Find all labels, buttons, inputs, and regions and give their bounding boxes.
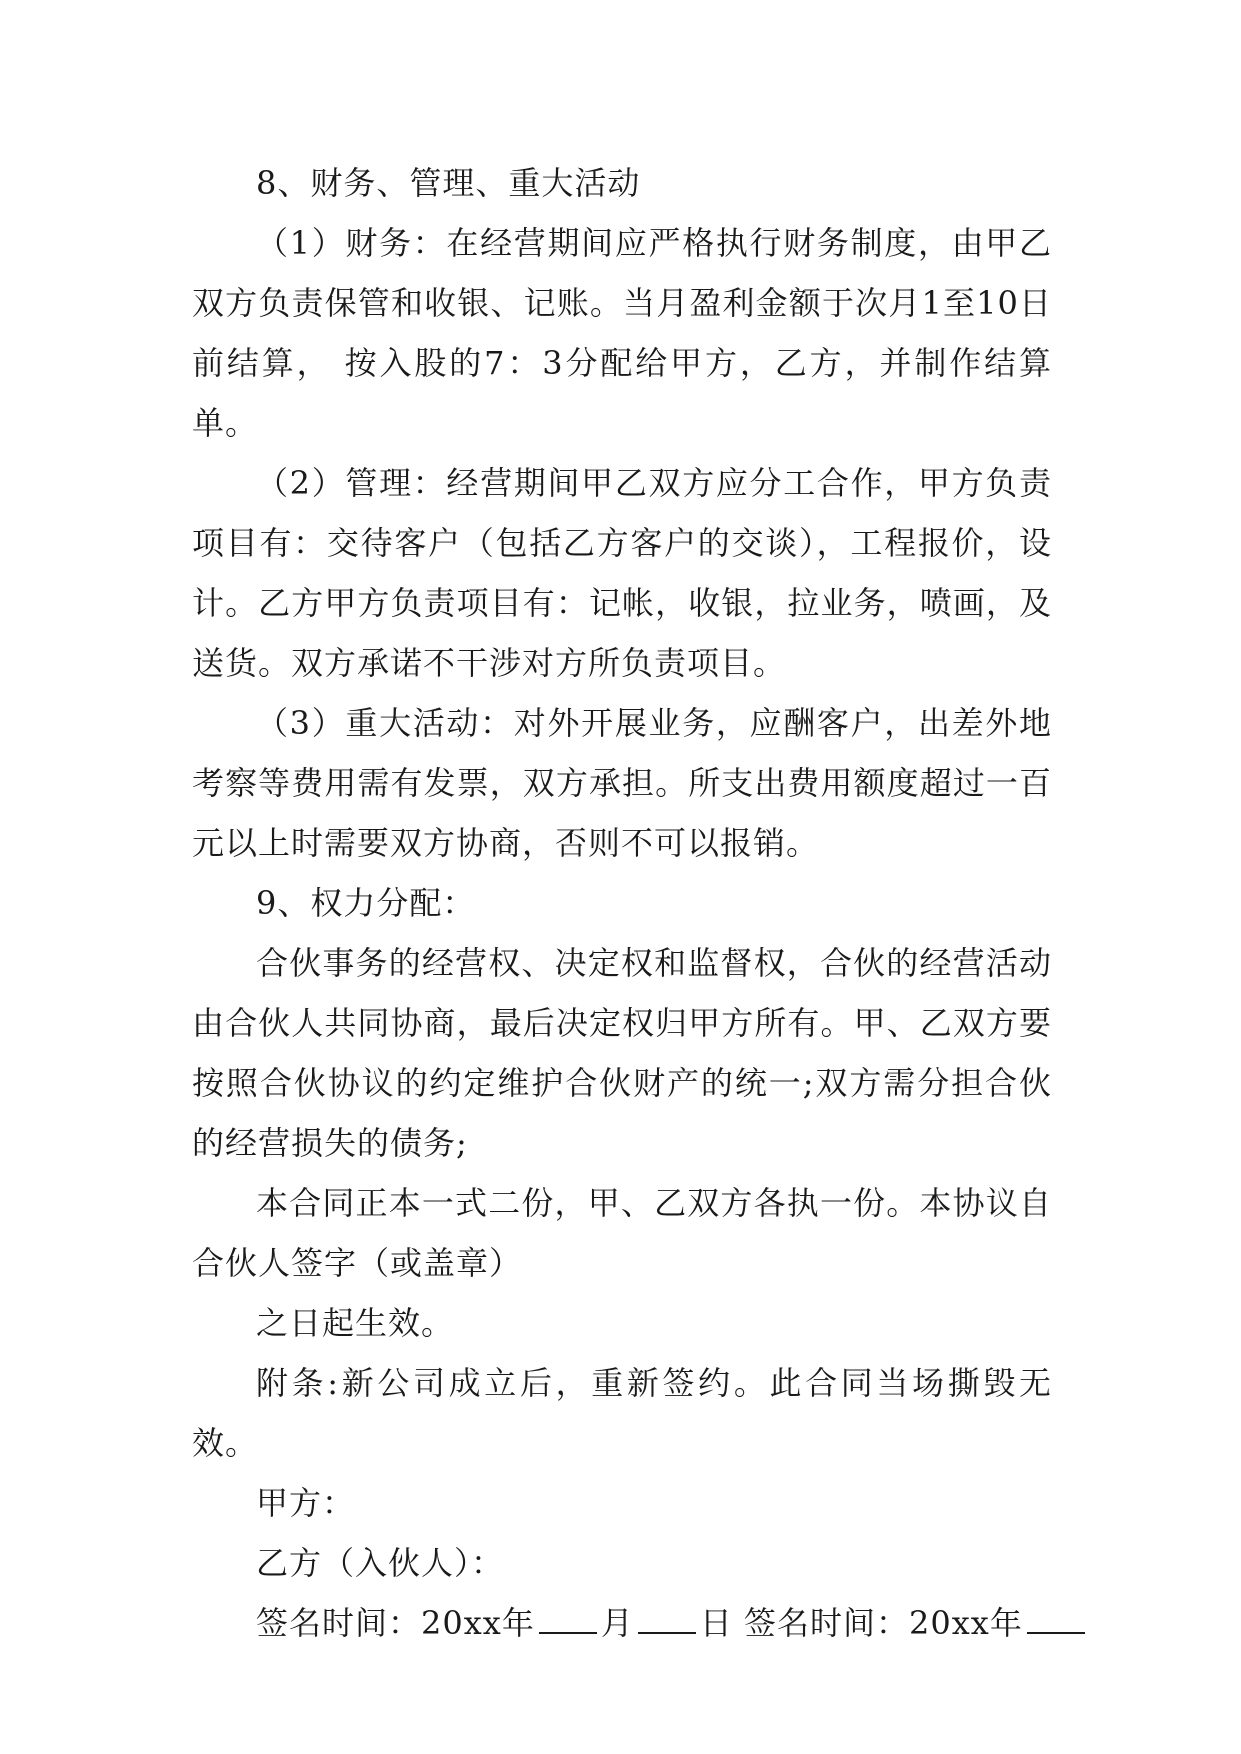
blank-month-field (539, 1602, 597, 1634)
signature-date-label-2: 签名时间：20xx年 (744, 1604, 1023, 1642)
paragraph-rights: 合伙事务的经营权、决定权和监督权，合伙的经营活动由合伙人共同协商，最后决定权归甲方所有。甲、乙双方要按照合伙协议的约定维护合伙财产的统一;双方需分担合伙的经营损失的债务; (192, 944, 1052, 1162)
section-heading-finance-management: 8、财务、管理、重大活动 (256, 164, 641, 202)
paragraph-appendix: 附条:新公司成立后，重新签约。此合同当场撕毁无效。 (192, 1364, 1052, 1462)
paragraph-finance: （1）财务：在经营期间应严格执行财务制度，由甲乙双方负责保管和收银、记账。当月盈利金额于次月1至10日前结算， 按入股的7：3分配给甲方，乙方，并制作结算单。 (192, 224, 1052, 442)
signature-month-label: 月 (600, 1604, 634, 1642)
section-heading-rights: 9、权力分配： (256, 884, 476, 922)
paragraph-effective: 之日起生效。 (256, 1304, 455, 1342)
blank-day-field (638, 1602, 696, 1634)
signature-day-label: 日 (699, 1604, 733, 1642)
party-b-label: 乙方（入伙人）： (256, 1544, 505, 1582)
party-a-label: 甲方： (256, 1484, 356, 1522)
signature-date-label-1: 签名时间：20xx年 (256, 1604, 535, 1642)
blank-month-field-2 (1027, 1602, 1085, 1634)
paragraph-copies: 本合同正本一式二份，甲、乙双方各执一份。本协议自合伙人签字（或盖章） (192, 1184, 1052, 1282)
document-body (192, 153, 1052, 1653)
paragraph-major-activities: （3）重大活动：对外开展业务，应酬客户，出差外地考察等费用需有发票，双方承担。所支出费用额度超过一百元以上时需要双方协商，否则不可以报销。 (192, 704, 1052, 862)
signature-line (192, 1593, 1052, 1653)
paragraph-management: （2）管理：经营期间甲乙双方应分工合作，甲方负责项目有：交待客户（包括乙方客户的交谈），工程报价，设计。乙方甲方负责项目有：记帐，收银，拉业务，喷画，及送货。双方承诺不干涉对方所负责项目。 (192, 464, 1052, 682)
